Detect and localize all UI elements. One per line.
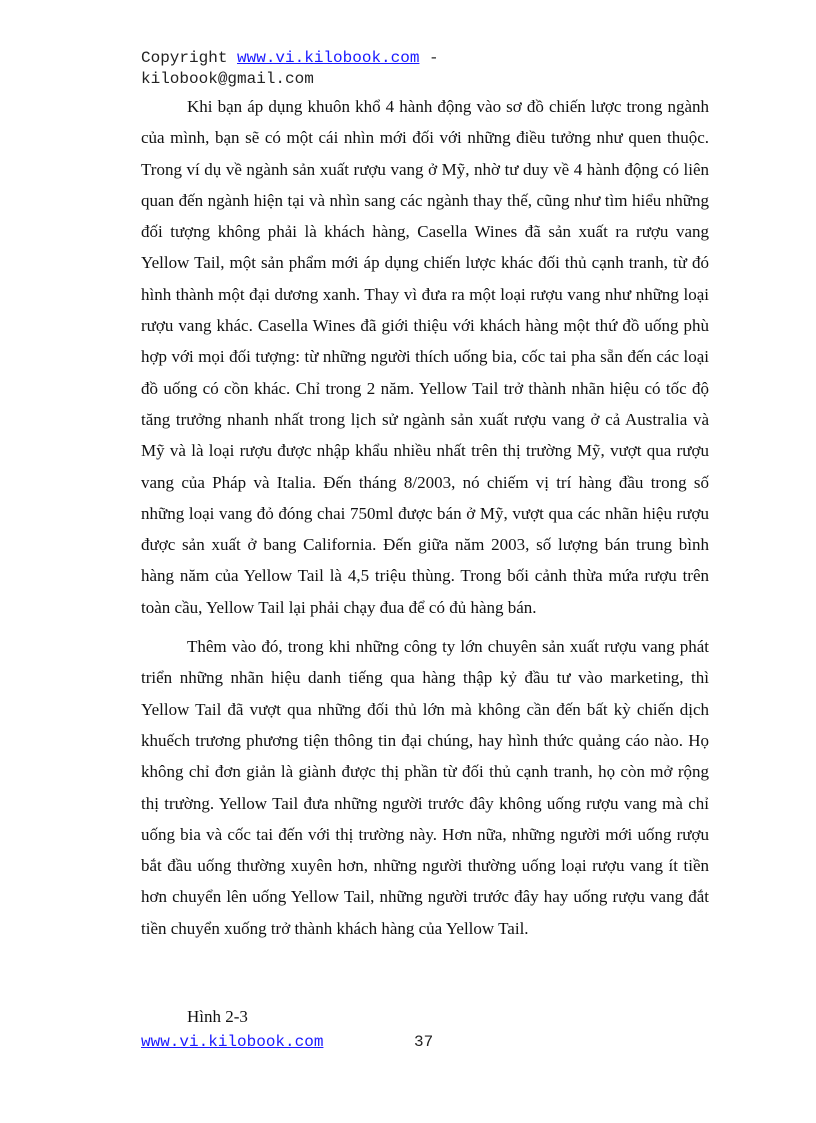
body-text [141,91,709,944]
page-header [141,48,701,90]
figure-label: Hình 2-3 [187,1007,248,1026]
header-email: kilobook@gmail.com [141,70,314,88]
page-number: 37 [414,1033,434,1051]
paragraph-2: Thêm vào đó, trong khi những công ty lớn chuyên sản xuất rượu vang phát triển những nhãn hiệu danh tiếng qua hàng thập kỷ đầu tư vào marketing, thì Yellow Tail đã vượt qua những đối thủ lớn mà không cần đến bất kỳ chiến dịch khuếch trương phương tiện thông tin đại chúng, hay hình thức quảng cáo nào. Họ không chỉ đơn giản là giành được thị phần từ đối thủ cạnh tranh, họ còn mở rộng thị trường. Yellow Tail đưa những người trước đây không uống rượu vang mà chỉ uống bia và cốc tai đến với thị trường này. Hơn nữa, những người mới uống rượu bắt đầu uống thường xuyên hơn, những người thường uống loại rượu vang ít tiền hơn chuyển lên uống Yellow Tail, những người trước đây hay uống rượu vang đắt tiền chuyển xuống trở thành khách hàng của Yellow Tail. [141,637,709,938]
header-line-1 [141,48,701,69]
copyright-text: Copyright [141,49,238,67]
header-separator: - [419,49,439,67]
footer-site-link[interactable]: www.vi.kilobook.com [141,1033,324,1051]
page-footer [141,1032,434,1053]
header-site-link[interactable]: www.vi.kilobook.com [237,49,420,67]
paragraph-1: Khi bạn áp dụng khuôn khổ 4 hành động vào sơ đồ chiến lược trong ngành của mình, bạn sẽ có một cái nhìn mới đối với những điều tưởng như quen thuộc. Trong ví dụ về ngành sản xuất rượu vang ở Mỹ, nhờ tư duy về 4 hành động có liên quan đến ngành hiện tại và nhìn sang các ngành thay thế, cũng như tìm hiểu những đối tượng không phải là khách hàng, Casella Wines đã sản xuất ra rượu vang Yellow Tail, một sản phẩm mới áp dụng chiến lược khác đối thủ cạnh tranh, từ đó hình thành một đại dương xanh. Thay vì đưa ra một loại rượu vang như những loại rượu vang khác. Casella Wines đã giới thiệu với khách hàng một thứ đồ uống phù hợp với mọi đối tượng: từ những người thích uống bia, cốc tai pha sẵn đến các loại đồ uống có cồn khác. Chỉ trong 2 năm. Yellow Tail trở thành nhãn hiệu có tốc độ tăng trưởng nhanh nhất trong lịch sử ngành sản xuất rượu vang ở cả Australia và Mỹ và là loại rượu được nhập khẩu nhiều nhất trên thị trường Mỹ, vượt qua rượu vang của Pháp và Italia. Đến tháng 8/2003, nó chiếm vị trí hàng đầu trong số những loại vang đỏ đóng chai 750ml được bán ở Mỹ, vượt qua các nhãn hiệu rượu được sản xuất ở bang California. Đến giữa năm 2003, số lượng bán trung bình hàng năm của Yellow Tail là 4,5 triệu thùng. Trong bối cảnh thừa mứa rượu trên toàn cầu, Yellow Tail lại phải chạy đua để có đủ hàng bán. [141,97,709,617]
